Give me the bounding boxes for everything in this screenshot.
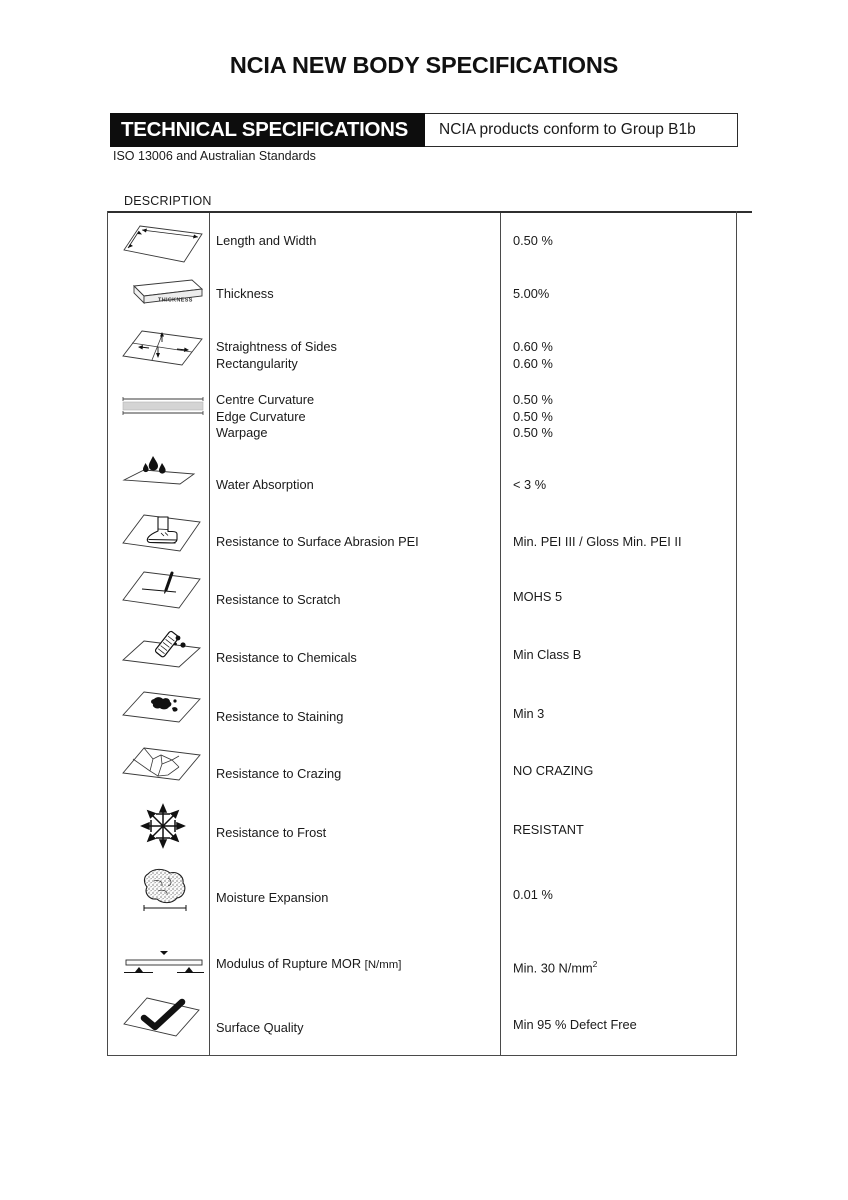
value-line: Min Class B	[513, 647, 582, 662]
beam-bending-load-icon	[120, 947, 206, 975]
row-icon-cell	[115, 391, 211, 421]
value-line: 0.60 %	[513, 339, 553, 354]
row-icon-cell	[115, 625, 211, 673]
row-value	[513, 534, 733, 551]
value-line: 5.00%	[513, 286, 550, 301]
row-value	[513, 286, 733, 303]
desc-line: Rectangularity	[216, 355, 298, 371]
desc-line: Surface Quality	[216, 1020, 304, 1035]
table-row	[107, 990, 737, 1052]
table-row	[107, 450, 737, 506]
row-description	[216, 650, 501, 667]
row-icon-cell	[115, 946, 211, 976]
table-row	[107, 322, 737, 382]
row-value	[513, 1017, 733, 1034]
stylus-scratch-on-tile-icon	[120, 567, 206, 615]
value-line: 0.01 %	[513, 887, 553, 902]
shoe-abrasion-on-tile-icon	[120, 509, 206, 559]
row-value	[513, 763, 733, 780]
value-line: 0.50 %	[513, 425, 553, 440]
table-row	[107, 385, 737, 447]
row-description	[216, 890, 501, 907]
value-line: RESISTANT	[513, 822, 584, 837]
row-value	[513, 706, 733, 723]
value-exponent: 2	[592, 959, 598, 969]
desc-line: Warpage	[216, 425, 268, 440]
chemical-dropper-on-tile-icon	[120, 625, 206, 673]
desc-line	[216, 956, 501, 974]
row-description	[216, 477, 501, 494]
table-row	[107, 862, 737, 926]
snowflake-frost-icon	[120, 800, 206, 852]
table-row	[107, 684, 737, 740]
table-row	[107, 623, 737, 681]
checkmark-on-tile-icon	[120, 992, 206, 1044]
row-value	[513, 233, 733, 250]
row-description	[216, 534, 501, 551]
value-line: Min 3	[513, 706, 545, 721]
row-description	[216, 339, 501, 372]
row-icon-cell	[115, 686, 211, 730]
table-row	[107, 798, 737, 858]
desc-main: Modulus of Rupture MOR	[216, 956, 365, 971]
desc-line: Resistance to Chemicals	[216, 650, 357, 665]
desc-line: Straightness of Sides	[216, 339, 337, 354]
value-main: Min. 30 N/mm	[513, 960, 593, 976]
desc-line: Thickness	[216, 286, 274, 301]
row-value	[513, 589, 733, 606]
tile-thickness-icon	[120, 276, 206, 312]
desc-line: Resistance to Surface Abrasion PEI	[216, 534, 419, 549]
row-icon-cell	[115, 864, 211, 920]
page-title: NCIA NEW BODY SPECIFICATIONS	[229, 52, 619, 78]
technical-specifications-band	[110, 113, 738, 147]
value-line: NO CRAZING	[513, 763, 594, 778]
row-description	[216, 233, 501, 250]
row-icon-cell	[115, 800, 211, 852]
band-conformance-note: NCIA products conform to Group B1b	[425, 113, 738, 147]
row-value	[513, 647, 733, 664]
row-description	[216, 392, 501, 442]
table-row	[107, 565, 737, 623]
desc-line: Resistance to Scratch	[216, 592, 341, 607]
table-row	[107, 740, 737, 798]
desc-line: Moisture Expansion	[216, 890, 329, 905]
tile-straightness-rectangularity-icon	[120, 325, 206, 371]
value-line: 0.50 %	[513, 233, 553, 248]
row-icon-cell	[115, 274, 211, 314]
row-value	[513, 339, 733, 372]
row-icon-cell	[115, 220, 211, 266]
row-description	[216, 1020, 501, 1037]
row-value	[513, 887, 733, 904]
porous-rock-moisture-icon	[120, 864, 206, 920]
crazed-cracked-tile-icon	[120, 742, 206, 790]
row-icon-cell	[115, 509, 211, 559]
value-line: < 3 %	[513, 477, 547, 492]
row-description	[216, 766, 501, 783]
value-line: MOHS 5	[513, 589, 563, 604]
row-description	[216, 956, 501, 974]
tile-length-width-icon	[120, 220, 206, 266]
desc-line: Length and Width	[216, 233, 317, 248]
value-line: 0.60 %	[513, 355, 553, 371]
row-value	[513, 392, 733, 442]
row-description	[216, 825, 501, 842]
row-value	[513, 477, 733, 494]
desc-line: Edge Curvature	[216, 408, 306, 424]
stain-blot-on-tile-icon	[120, 686, 206, 730]
row-icon-cell	[115, 742, 211, 790]
row-description	[216, 709, 501, 726]
value-line: 0.50 %	[513, 392, 553, 407]
water-droplets-on-tile-icon	[120, 450, 206, 490]
row-icon-cell	[115, 567, 211, 615]
row-value	[513, 956, 733, 977]
table-row	[107, 938, 737, 990]
row-value	[513, 822, 733, 839]
desc-line: Centre Curvature	[216, 392, 315, 407]
row-description	[216, 592, 501, 609]
value-line	[513, 956, 733, 977]
table-caption-description: DESCRIPTION	[124, 194, 212, 208]
desc-line: Water Absorption	[216, 477, 314, 492]
band-label: TECHNICAL SPECIFICATIONS	[110, 113, 425, 147]
value-line: 0.50 %	[513, 408, 553, 424]
table-row	[107, 270, 737, 322]
row-icon-cell	[115, 992, 211, 1044]
value-line: Min. PEI III / Gloss Min. PEI II	[513, 534, 682, 549]
svg-text:THICKNESS: THICKNESS	[158, 297, 193, 304]
table-row	[107, 506, 737, 564]
row-icon-cell	[115, 325, 211, 371]
row-description	[216, 286, 501, 303]
desc-unit: [N/mm]	[364, 959, 402, 971]
tile-curvature-warpage-icon	[120, 392, 206, 420]
standards-line: ISO 13006 and Australian Standards	[113, 149, 316, 163]
desc-line: Resistance to Staining	[216, 709, 344, 724]
value-line: Min 95 % Defect Free	[513, 1017, 637, 1032]
row-icon-cell	[115, 450, 211, 490]
table-row	[107, 216, 737, 270]
desc-line: Resistance to Crazing	[216, 766, 342, 781]
desc-line: Resistance to Frost	[216, 825, 327, 840]
